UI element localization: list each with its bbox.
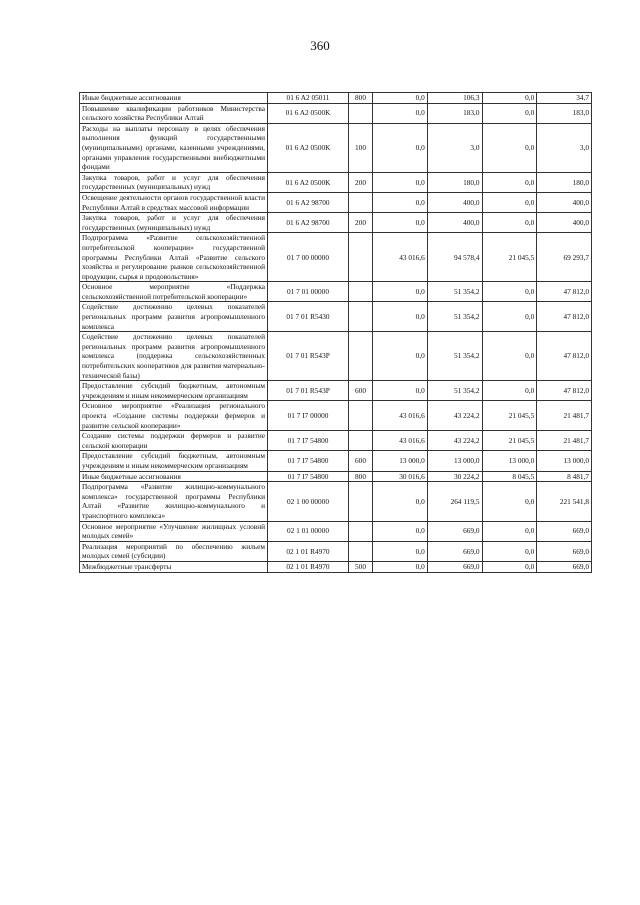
row-name-cell: Повышение квалификации работников Министерства сельского хозяйства Республики Алтай [80, 103, 268, 123]
table-row [80, 302, 592, 332]
amount-col-3-cell: 0,0 [482, 381, 537, 401]
amount-col-4-cell: 180,0 [537, 172, 592, 192]
target-article-cell: 01 6 A2 98700 [268, 192, 349, 212]
amount-col-3-cell: 21 045,5 [482, 401, 537, 431]
target-article-cell: 01 6 A2 98700 [268, 213, 349, 233]
expense-type-cell: 600 [349, 381, 373, 401]
row-name-cell: Основное мероприятие «Улучшение жилищных условий молодых семей» [80, 521, 268, 541]
amount-col-4-cell: 183,0 [537, 103, 592, 123]
table-row [80, 541, 592, 561]
row-name-cell: Закупка товаров, работ и услуг для обеспечения государственных (муниципальных) нужд [80, 213, 268, 233]
amount-col-3-cell: 0,0 [482, 172, 537, 192]
table-row [80, 332, 592, 381]
amount-col-4-cell: 69 293,7 [537, 233, 592, 282]
table-row [80, 233, 592, 282]
row-name-cell: Реализация мероприятий по обеспечению жильем молодых семей (субсидии) [80, 541, 268, 561]
amount-col-2-cell: 669,0 [427, 541, 482, 561]
amount-col-1-cell: 0,0 [373, 381, 428, 401]
target-article-cell: 01 7 01 R543P [268, 332, 349, 381]
table-row [80, 192, 592, 212]
amount-col-4-cell: 400,0 [537, 192, 592, 212]
amount-col-4-cell: 8 481,7 [537, 471, 592, 482]
amount-col-4-cell: 47 812,0 [537, 381, 592, 401]
row-name-cell: Расходы на выплаты персоналу в целях обеспечения выполнения функций государственными (муниципальными) органами, казенными учреждениями, органами управления государственными внебюджетными фондами [80, 123, 268, 172]
table-row [80, 561, 592, 572]
target-article-cell: 01 6 A2 05011 [268, 93, 349, 104]
amount-col-3-cell: 0,0 [482, 213, 537, 233]
expense-type-cell [349, 302, 373, 332]
amount-col-2-cell: 183,0 [427, 103, 482, 123]
amount-col-2-cell: 51 354,2 [427, 302, 482, 332]
amount-col-2-cell: 51 354,2 [427, 381, 482, 401]
target-article-cell: 02 1 01 00000 [268, 521, 349, 541]
amount-col-1-cell: 30 016,6 [373, 471, 428, 482]
amount-col-3-cell: 13 000,0 [482, 451, 537, 471]
target-article-cell: 01 6 A2 0500K [268, 172, 349, 192]
amount-col-2-cell: 51 354,2 [427, 332, 482, 381]
target-article-cell: 02 1 01 R4970 [268, 561, 349, 572]
amount-col-3-cell: 21 045,5 [482, 431, 537, 451]
expense-type-cell [349, 482, 373, 521]
amount-col-1-cell: 43 016,6 [373, 233, 428, 282]
amount-col-1-cell: 0,0 [373, 93, 428, 104]
row-name-cell: Основное мероприятие «Поддержка сельскохозяйственной потребительской кооперации» [80, 282, 268, 302]
amount-col-4-cell: 669,0 [537, 541, 592, 561]
amount-col-1-cell: 13 000,0 [373, 451, 428, 471]
budget-table-body [80, 93, 592, 573]
amount-col-1-cell: 0,0 [373, 103, 428, 123]
amount-col-2-cell: 400,0 [427, 213, 482, 233]
row-name-cell: Иные бюджетные ассигнования [80, 471, 268, 482]
amount-col-2-cell: 669,0 [427, 561, 482, 572]
amount-col-1-cell: 43 016,6 [373, 401, 428, 431]
expense-type-cell [349, 332, 373, 381]
amount-col-2-cell: 94 578,4 [427, 233, 482, 282]
target-article-cell: 01 7 I7 54800 [268, 471, 349, 482]
amount-col-1-cell: 43 016,6 [373, 431, 428, 451]
amount-col-4-cell: 34,7 [537, 93, 592, 104]
row-name-cell: Освещение деятельности органов государственной власти Республики Алтай в средствах массовой информации [80, 192, 268, 212]
row-name-cell: Содействие достижению целевых показателей региональных программ развития агропромышленного комплекса (поддержка сельскохозяйственных потребительских кооперативов для развития материально-технической базы) [80, 332, 268, 381]
row-name-cell: Подпрограмма «Развитие сельскохозяйственной потребительской кооперации» государственной программы Республики Алтай «Развитие сельского хозяйства и регулирование рынков сельскохозяйственной продукции, сырья и продовольствия» [80, 233, 268, 282]
table-row [80, 482, 592, 521]
amount-col-1-cell: 0,0 [373, 561, 428, 572]
amount-col-3-cell: 0,0 [482, 541, 537, 561]
amount-col-1-cell: 0,0 [373, 192, 428, 212]
row-name-cell: Подпрограмма «Развитие жилищно-коммунального комплекса» государственной программы Республики Алтай «Развитие жилищно-коммунального и транспортного комплекса» [80, 482, 268, 521]
expense-type-cell: 600 [349, 451, 373, 471]
amount-col-2-cell: 180,0 [427, 172, 482, 192]
amount-col-4-cell: 21 481,7 [537, 431, 592, 451]
row-name-cell: Основное мероприятие «Реализация регионального проекта «Создание системы поддержки фермеров и развитие сельской кооперации» [80, 401, 268, 431]
row-name-cell: Межбюджетные трансферты [80, 561, 268, 572]
expense-type-cell [349, 521, 373, 541]
amount-col-1-cell: 0,0 [373, 541, 428, 561]
target-article-cell: 02 1 00 00000 [268, 482, 349, 521]
expense-type-cell: 100 [349, 123, 373, 172]
amount-col-2-cell: 43 224,2 [427, 401, 482, 431]
amount-col-1-cell: 0,0 [373, 521, 428, 541]
amount-col-2-cell: 669,0 [427, 521, 482, 541]
target-article-cell: 01 7 I7 00000 [268, 401, 349, 431]
amount-col-2-cell: 106,3 [427, 93, 482, 104]
row-name-cell: Закупка товаров, работ и услуг для обеспечения государственных (муниципальных) нужд [80, 172, 268, 192]
expense-type-cell: 800 [349, 471, 373, 482]
target-article-cell: 01 7 I7 54800 [268, 431, 349, 451]
target-article-cell: 01 7 00 00000 [268, 233, 349, 282]
table-row [80, 381, 592, 401]
amount-col-1-cell: 0,0 [373, 332, 428, 381]
expense-type-cell: 200 [349, 172, 373, 192]
target-article-cell: 02 1 01 R4970 [268, 541, 349, 561]
table-row [80, 213, 592, 233]
amount-col-1-cell: 0,0 [373, 172, 428, 192]
expense-type-cell: 200 [349, 213, 373, 233]
table-row [80, 123, 592, 172]
amount-col-1-cell: 0,0 [373, 302, 428, 332]
amount-col-4-cell: 13 000,0 [537, 451, 592, 471]
amount-col-4-cell: 221 541,8 [537, 482, 592, 521]
table-row [80, 172, 592, 192]
expense-type-cell [349, 431, 373, 451]
amount-col-2-cell: 400,0 [427, 192, 482, 212]
row-name-cell: Предоставление субсидий бюджетным, автономным учреждениям и иным некоммерческим организациям [80, 451, 268, 471]
table-row [80, 431, 592, 451]
target-article-cell: 01 6 A2 0500K [268, 123, 349, 172]
amount-col-4-cell: 47 812,0 [537, 332, 592, 381]
amount-col-3-cell: 0,0 [482, 103, 537, 123]
expense-type-cell [349, 282, 373, 302]
amount-col-1-cell: 0,0 [373, 482, 428, 521]
amount-col-3-cell: 0,0 [482, 302, 537, 332]
row-name-cell: Создание системы поддержки фермеров и развитие сельской кооперации [80, 431, 268, 451]
amount-col-4-cell: 21 481,7 [537, 401, 592, 431]
amount-col-3-cell: 0,0 [482, 521, 537, 541]
amount-col-3-cell: 0,0 [482, 332, 537, 381]
amount-col-4-cell: 669,0 [537, 521, 592, 541]
table-row [80, 103, 592, 123]
amount-col-2-cell: 30 224,2 [427, 471, 482, 482]
amount-col-3-cell: 0,0 [482, 192, 537, 212]
target-article-cell: 01 6 A2 0500K [268, 103, 349, 123]
amount-col-1-cell: 0,0 [373, 282, 428, 302]
amount-col-4-cell: 3,0 [537, 123, 592, 172]
amount-col-3-cell: 0,0 [482, 282, 537, 302]
amount-col-2-cell: 43 224,2 [427, 431, 482, 451]
target-article-cell: 01 7 01 R5430 [268, 302, 349, 332]
expense-type-cell: 800 [349, 93, 373, 104]
amount-col-2-cell: 264 119,5 [427, 482, 482, 521]
amount-col-2-cell: 51 354,2 [427, 282, 482, 302]
target-article-cell: 01 7 01 R543P [268, 381, 349, 401]
expense-type-cell [349, 401, 373, 431]
amount-col-3-cell: 0,0 [482, 93, 537, 104]
page-number: 360 [310, 38, 330, 53]
row-name-cell: Предоставление субсидий бюджетным, автономным учреждениям и иным некоммерческим организациям [80, 381, 268, 401]
table-row [80, 282, 592, 302]
expense-type-cell: 500 [349, 561, 373, 572]
amount-col-3-cell: 21 045,5 [482, 233, 537, 282]
table-row [80, 93, 592, 104]
amount-col-4-cell: 669,0 [537, 561, 592, 572]
table-row [80, 521, 592, 541]
amount-col-3-cell: 0,0 [482, 482, 537, 521]
budget-table [79, 92, 592, 573]
expense-type-cell [349, 233, 373, 282]
amount-col-3-cell: 0,0 [482, 561, 537, 572]
amount-col-3-cell: 8 045,5 [482, 471, 537, 482]
amount-col-1-cell: 0,0 [373, 213, 428, 233]
amount-col-4-cell: 47 812,0 [537, 282, 592, 302]
expense-type-cell [349, 541, 373, 561]
target-article-cell: 01 7 I7 54800 [268, 451, 349, 471]
amount-col-2-cell: 3,0 [427, 123, 482, 172]
amount-col-4-cell: 400,0 [537, 213, 592, 233]
table-row [80, 401, 592, 431]
row-name-cell: Содействие достижению целевых показателей региональных программ развития агропромышленного комплекса [80, 302, 268, 332]
amount-col-4-cell: 47 812,0 [537, 302, 592, 332]
amount-col-1-cell: 0,0 [373, 123, 428, 172]
target-article-cell: 01 7 01 00000 [268, 282, 349, 302]
table-row [80, 471, 592, 482]
row-name-cell: Иные бюджетные ассигнования [80, 93, 268, 104]
amount-col-2-cell: 13 000,0 [427, 451, 482, 471]
expense-type-cell [349, 192, 373, 212]
amount-col-3-cell: 0,0 [482, 123, 537, 172]
table-row [80, 451, 592, 471]
expense-type-cell [349, 103, 373, 123]
